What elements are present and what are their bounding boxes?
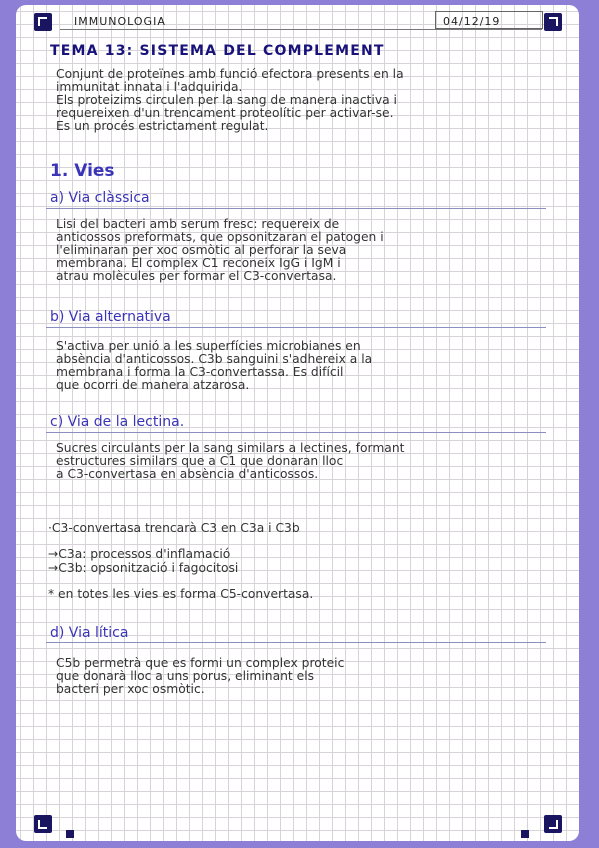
heading-via-alternativa: b) Via alternativa bbox=[50, 309, 171, 325]
intro-line: immunitat innata i l'adquirida. bbox=[56, 81, 243, 94]
c3-note-line: * en totes les vies es forma C5-convertasa. bbox=[48, 587, 314, 601]
via-litica-line: que donarà lloc a uns porus, eliminant els bbox=[56, 670, 315, 683]
via-classica-line: Lisi del bacteri amb serum fresc: requereix de bbox=[56, 218, 340, 231]
heading-via-lectina: c) Via de la lectina. bbox=[50, 414, 185, 430]
via-alternativa-line: que ocorri de manera atzarosa. bbox=[56, 379, 250, 392]
box-via-lectina bbox=[46, 432, 546, 434]
box-via-classica bbox=[46, 208, 546, 210]
intro-line: Conjunt de proteïnes amb funció efectora presents en la bbox=[56, 68, 404, 81]
page-title: TEMA 13: SISTEMA DEL COMPLEMENT bbox=[50, 43, 385, 59]
corner-tick-bottom-right bbox=[521, 830, 529, 838]
paragraph-via-classica bbox=[56, 218, 546, 283]
paragraph-via-alternativa bbox=[56, 340, 546, 392]
via-lectina-line: estructures similars que a C1 que donaran lloc bbox=[56, 455, 344, 468]
corner-tick-bottom-left bbox=[66, 830, 74, 838]
intro-line: És un procés estrictament regulat. bbox=[56, 120, 269, 133]
date-label: 04/12/19 bbox=[443, 15, 501, 28]
corner-marker-top-right bbox=[544, 13, 562, 31]
via-lectina-line: a C3-convertasa en absència d'anticossos. bbox=[56, 468, 319, 481]
via-litica-line: bacteri per xoc osmòtic. bbox=[56, 683, 205, 696]
section-heading-vies: 1. Vies bbox=[50, 161, 115, 181]
c3-note-line: →C3b: opsonització i fagocitosi bbox=[48, 561, 239, 575]
c3-note-line: →C3a: processos d'inflamació bbox=[48, 547, 231, 561]
box-via-litica bbox=[46, 642, 546, 644]
via-alternativa-line: S'activa per unió a les superfícies microbianes en bbox=[56, 340, 361, 353]
intro-paragraph bbox=[56, 68, 546, 133]
header-rule bbox=[60, 29, 542, 30]
c3-notes bbox=[48, 521, 538, 601]
heading-via-classica: a) Via clàssica bbox=[50, 190, 150, 206]
subject-label: IMMUNOLOGIA bbox=[74, 15, 166, 28]
intro-line: requereixen d'un trencament proteolític per activar-se. bbox=[56, 107, 394, 120]
box-via-alternativa bbox=[46, 327, 546, 329]
corner-marker-bottom-right bbox=[544, 815, 562, 833]
intro-line: Els proteizims circulen per la sang de manera inactiva i bbox=[56, 94, 397, 107]
notebook-page bbox=[16, 5, 579, 841]
via-alternativa-line: absència d'anticossos. C3b sanguini s'adhereix a la bbox=[56, 353, 373, 366]
c3-note-line: ·C3-convertasa trencarà C3 en C3a i C3b bbox=[48, 521, 300, 535]
via-classica-line: atrau molècules per formar el C3-convertasa. bbox=[56, 270, 337, 283]
via-litica-line: C5b permetrà que es formi un complex proteic bbox=[56, 657, 345, 670]
paragraph-via-lectina bbox=[56, 442, 546, 481]
heading-via-litica: d) Via lítica bbox=[50, 625, 129, 641]
corner-marker-bottom-left bbox=[34, 815, 52, 833]
via-classica-line: anticossos preformats, que opsonitzaran el patogen i bbox=[56, 231, 384, 244]
via-classica-line: membrana. El complex C1 reconeix IgG i IgM i bbox=[56, 257, 341, 270]
via-lectina-line: Sucres circulants per la sang similars a lectines, formant bbox=[56, 442, 405, 455]
corner-marker-top-left bbox=[34, 13, 52, 31]
via-alternativa-line: membrana i forma la C3-convertassa. És difícil bbox=[56, 366, 344, 379]
via-classica-line: l'eliminaran per xoc osmòtic al perforar la seva bbox=[56, 244, 347, 257]
paragraph-via-litica bbox=[56, 657, 546, 696]
